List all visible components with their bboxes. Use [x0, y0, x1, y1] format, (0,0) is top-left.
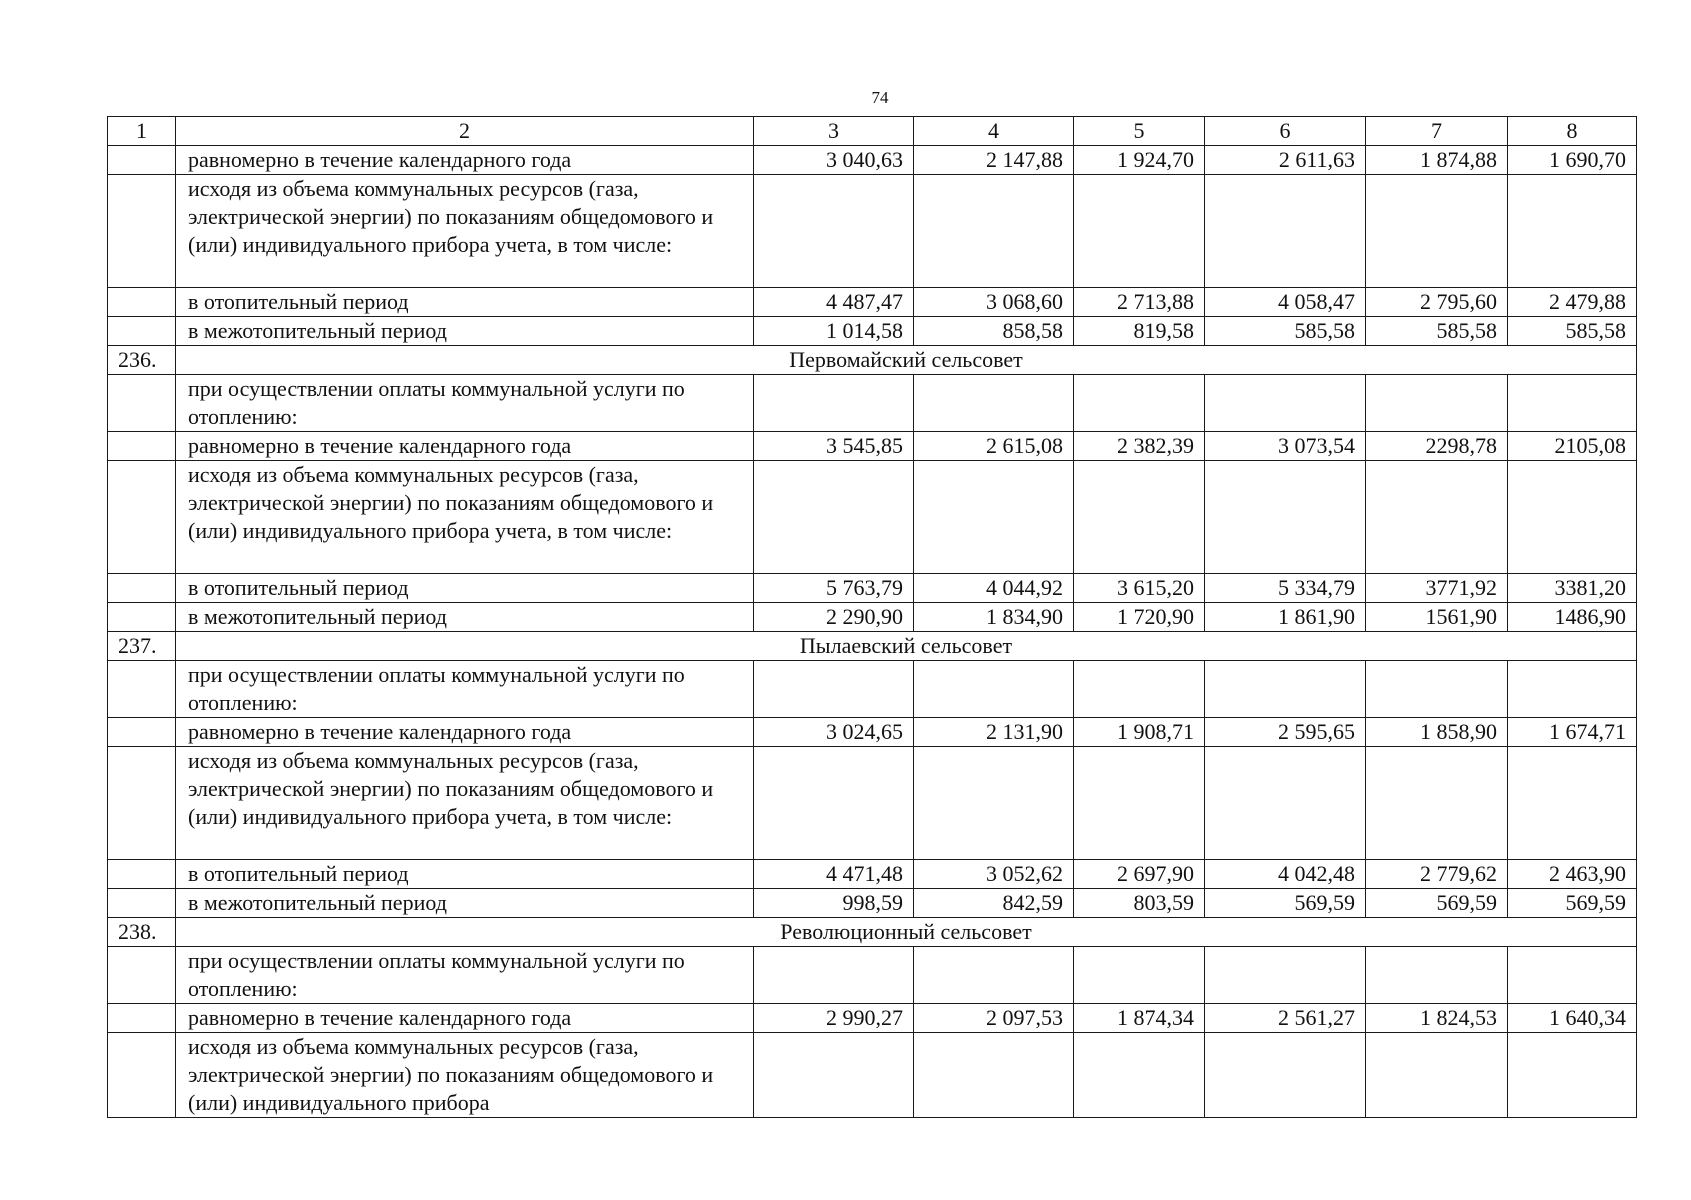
table-row — [108, 432, 1637, 461]
value-cell: 585,58 — [1508, 317, 1637, 346]
value-cell — [1205, 747, 1366, 860]
value-cell — [1205, 375, 1366, 432]
row-label: исходя из объема коммунальных ресурсов (газа, электрической энергии) по показаниям общедомового и (или) индивидуального прибора учета, в том числе: — [176, 461, 754, 574]
value-cell: 1 908,71 — [1074, 718, 1205, 747]
value-cell: 2105,08 — [1508, 432, 1637, 461]
value-cell — [914, 461, 1074, 574]
value-cell: 585,58 — [1205, 317, 1366, 346]
value-cell — [1508, 461, 1637, 574]
value-cell — [914, 375, 1074, 432]
row-label: равномерно в течение календарного года — [176, 718, 754, 747]
value-cell: 2298,78 — [1366, 432, 1508, 461]
value-cell — [1508, 175, 1637, 288]
row-label: исходя из объема коммунальных ресурсов (газа, электрической энергии) по показаниям общедомового и (или) индивидуального прибора учета, в том числе: — [176, 747, 754, 860]
value-cell: 3 040,63 — [754, 146, 914, 175]
value-cell: 1 861,90 — [1205, 603, 1366, 632]
value-cell: 2 131,90 — [914, 718, 1074, 747]
value-cell — [754, 461, 914, 574]
row-label: равномерно в течение календарного года — [176, 1004, 754, 1033]
table-body — [108, 117, 1637, 1118]
table-row — [108, 603, 1637, 632]
value-cell — [1205, 1033, 1366, 1118]
value-cell — [754, 375, 914, 432]
header-cell: 2 — [176, 117, 754, 146]
row-number-cell — [108, 860, 176, 889]
row-number-cell — [108, 1033, 176, 1118]
header-row — [108, 117, 1637, 146]
section-row — [108, 346, 1637, 375]
row-number-cell — [108, 175, 176, 288]
row-label: равномерно в течение календарного года — [176, 432, 754, 461]
value-cell: 2 595,65 — [1205, 718, 1366, 747]
value-cell: 2 561,27 — [1205, 1004, 1366, 1033]
value-cell: 2 713,88 — [1074, 288, 1205, 317]
value-cell: 1561,90 — [1366, 603, 1508, 632]
table-row — [108, 146, 1637, 175]
section-title: Революционный сельсовет — [176, 918, 1637, 947]
value-cell: 5 334,79 — [1205, 574, 1366, 603]
value-cell: 4 058,47 — [1205, 288, 1366, 317]
value-cell: 2 615,08 — [914, 432, 1074, 461]
value-cell: 4 487,47 — [754, 288, 914, 317]
value-cell — [1205, 661, 1366, 718]
value-cell: 569,59 — [1508, 889, 1637, 918]
value-cell: 1486,90 — [1508, 603, 1637, 632]
section-row — [108, 632, 1637, 661]
row-number-cell — [108, 288, 176, 317]
row-number-cell — [108, 317, 176, 346]
table-row — [108, 860, 1637, 889]
header-cell: 1 — [108, 117, 176, 146]
value-cell: 2 290,90 — [754, 603, 914, 632]
row-number-cell — [108, 146, 176, 175]
value-cell — [1205, 461, 1366, 574]
value-cell — [1205, 175, 1366, 288]
value-cell — [1205, 947, 1366, 1004]
value-cell — [754, 947, 914, 1004]
value-cell: 819,58 — [1074, 317, 1205, 346]
value-cell: 3 052,62 — [914, 860, 1074, 889]
value-cell — [1074, 375, 1205, 432]
value-cell: 3 073,54 — [1205, 432, 1366, 461]
value-cell: 569,59 — [1366, 889, 1508, 918]
value-cell — [1074, 661, 1205, 718]
value-cell: 1 640,34 — [1508, 1004, 1637, 1033]
table-row — [108, 375, 1637, 432]
value-cell: 3381,20 — [1508, 574, 1637, 603]
row-label: в межотопительный период — [176, 317, 754, 346]
section-row — [108, 918, 1637, 947]
header-cell: 6 — [1205, 117, 1366, 146]
value-cell — [754, 1033, 914, 1118]
value-cell — [1366, 1033, 1508, 1118]
value-cell — [1074, 1033, 1205, 1118]
value-cell — [754, 661, 914, 718]
value-cell: 3 545,85 — [754, 432, 914, 461]
row-label: исходя из объема коммунальных ресурсов (газа, электрической энергии) по показаниям общедомового и (или) индивидуального прибора — [176, 1033, 754, 1118]
row-label: исходя из объема коммунальных ресурсов (газа, электрической энергии) по показаниям общедомового и (или) индивидуального прибора учета, в том числе: — [176, 175, 754, 288]
value-cell — [1508, 661, 1637, 718]
value-cell: 842,59 — [914, 889, 1074, 918]
value-cell: 1 014,58 — [754, 317, 914, 346]
value-cell — [1366, 747, 1508, 860]
table-row — [108, 718, 1637, 747]
row-label: равномерно в течение календарного года — [176, 146, 754, 175]
value-cell: 2 697,90 — [1074, 860, 1205, 889]
row-label: в межотопительный период — [176, 603, 754, 632]
value-cell — [1366, 375, 1508, 432]
row-number-cell — [108, 1004, 176, 1033]
value-cell — [914, 175, 1074, 288]
value-cell: 1 690,70 — [1508, 146, 1637, 175]
value-cell: 5 763,79 — [754, 574, 914, 603]
value-cell: 2 990,27 — [754, 1004, 914, 1033]
section-number: 238. — [108, 918, 176, 947]
value-cell: 4 042,48 — [1205, 860, 1366, 889]
value-cell — [1366, 175, 1508, 288]
value-cell: 3771,92 — [1366, 574, 1508, 603]
value-cell — [1074, 175, 1205, 288]
value-cell: 2 463,90 — [1508, 860, 1637, 889]
table-row — [108, 574, 1637, 603]
value-cell: 4 471,48 — [754, 860, 914, 889]
value-cell: 3 024,65 — [754, 718, 914, 747]
value-cell — [1074, 461, 1205, 574]
tariff-table — [107, 116, 1637, 1118]
row-label: в отопительный период — [176, 574, 754, 603]
value-cell: 803,59 — [1074, 889, 1205, 918]
table-row — [108, 288, 1637, 317]
value-cell: 1 824,53 — [1366, 1004, 1508, 1033]
value-cell: 2 779,62 — [1366, 860, 1508, 889]
row-number-cell — [108, 889, 176, 918]
value-cell — [1366, 661, 1508, 718]
table-row — [108, 747, 1637, 860]
value-cell: 2 147,88 — [914, 146, 1074, 175]
value-cell: 3 615,20 — [1074, 574, 1205, 603]
row-label: в отопительный период — [176, 860, 754, 889]
table-row — [108, 1004, 1637, 1033]
section-title: Первомайский сельсовет — [176, 346, 1637, 375]
table-row — [108, 947, 1637, 1004]
table-row — [108, 175, 1637, 288]
value-cell: 2 382,39 — [1074, 432, 1205, 461]
header-cell: 3 — [754, 117, 914, 146]
page-number: 74 — [871, 88, 889, 107]
value-cell: 569,59 — [1205, 889, 1366, 918]
value-cell — [754, 175, 914, 288]
row-label: при осуществлении оплаты коммунальной услуги по отоплению: — [176, 661, 754, 718]
value-cell: 2 479,88 — [1508, 288, 1637, 317]
value-cell: 1 924,70 — [1074, 146, 1205, 175]
value-cell — [1508, 375, 1637, 432]
row-number-cell — [108, 432, 176, 461]
value-cell — [914, 1033, 1074, 1118]
value-cell: 4 044,92 — [914, 574, 1074, 603]
row-number-cell — [108, 603, 176, 632]
value-cell: 1 858,90 — [1366, 718, 1508, 747]
row-number-cell — [108, 947, 176, 1004]
row-number-cell — [108, 574, 176, 603]
value-cell: 998,59 — [754, 889, 914, 918]
row-number-cell — [108, 661, 176, 718]
row-label: в отопительный период — [176, 288, 754, 317]
value-cell — [1366, 947, 1508, 1004]
value-cell — [1074, 747, 1205, 860]
table-row — [108, 661, 1637, 718]
value-cell — [914, 747, 1074, 860]
value-cell — [1074, 947, 1205, 1004]
value-cell — [1508, 947, 1637, 1004]
value-cell — [914, 947, 1074, 1004]
value-cell: 1 834,90 — [914, 603, 1074, 632]
table-row — [108, 461, 1637, 574]
section-title: Пылаевский сельсовет — [176, 632, 1637, 661]
value-cell: 1 874,34 — [1074, 1004, 1205, 1033]
header-cell: 8 — [1508, 117, 1637, 146]
header-cell: 7 — [1366, 117, 1508, 146]
table-row — [108, 889, 1637, 918]
section-number: 237. — [108, 632, 176, 661]
header-cell: 5 — [1074, 117, 1205, 146]
value-cell: 585,58 — [1366, 317, 1508, 346]
table-row — [108, 1033, 1637, 1118]
row-number-cell — [108, 375, 176, 432]
header-cell: 4 — [914, 117, 1074, 146]
row-number-cell — [108, 461, 176, 574]
section-number: 236. — [108, 346, 176, 375]
value-cell — [1366, 461, 1508, 574]
row-number-cell — [108, 747, 176, 860]
row-label: при осуществлении оплаты коммунальной услуги по отоплению: — [176, 947, 754, 1004]
row-label: при осуществлении оплаты коммунальной услуги по отоплению: — [176, 375, 754, 432]
row-number-cell — [108, 718, 176, 747]
value-cell: 1 720,90 — [1074, 603, 1205, 632]
value-cell: 3 068,60 — [914, 288, 1074, 317]
value-cell: 2 795,60 — [1366, 288, 1508, 317]
value-cell: 858,58 — [914, 317, 1074, 346]
value-cell — [1508, 1033, 1637, 1118]
value-cell — [1508, 747, 1637, 860]
value-cell — [914, 661, 1074, 718]
value-cell: 2 611,63 — [1205, 146, 1366, 175]
row-label: в межотопительный период — [176, 889, 754, 918]
value-cell: 1 674,71 — [1508, 718, 1637, 747]
table-row — [108, 317, 1637, 346]
value-cell — [754, 747, 914, 860]
value-cell: 2 097,53 — [914, 1004, 1074, 1033]
value-cell: 1 874,88 — [1366, 146, 1508, 175]
